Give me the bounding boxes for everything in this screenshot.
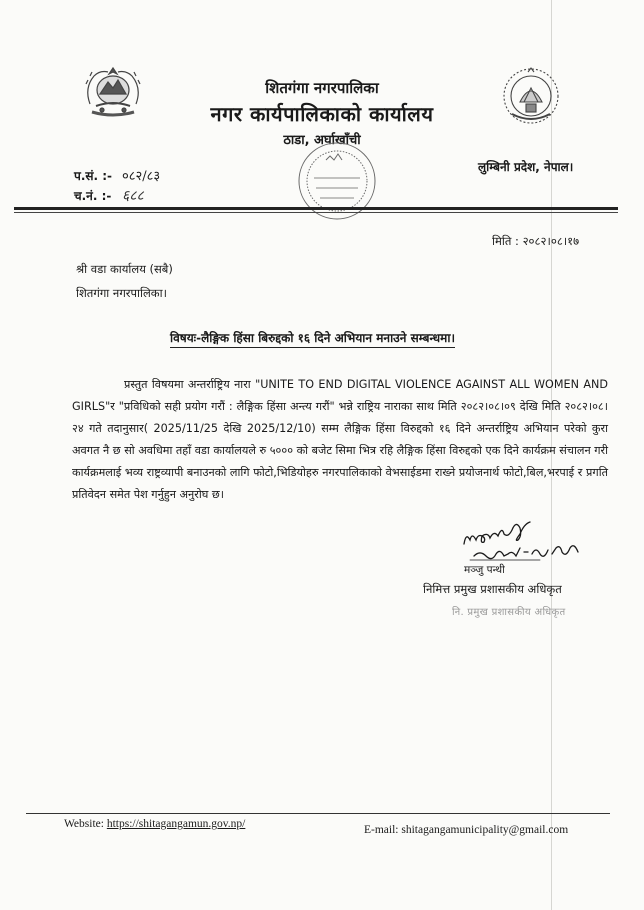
province-name: लुम्बिनी प्रदेश, नेपाल।: [478, 160, 574, 174]
letter-body-text: प्रस्तुत विषयमा अन्तर्राष्ट्रिय नारा "UNITE TO END DIGITAL VIOLENCE AGAINST ALL WOMEN AND GIRLS"र "प्रविधिको सही प्रयोग गरौं : लैङ्गिक हिंसा अन्त्य गरौं" भन्ने राष्ट्रिय नाराका साथ मिति २०८२।०८।०९ देखि मिति २०८२।०८।२४ गते तदानुसार( 2025/11/25 देखि 2025/12/10) सम्म लैङ्गिक हिंसा विरुद्दको १६ दिने अन्तर्राष्ट्रिय अभियान परेको कुरा अवगत नै छ सो अवधिमा तहाँ वडा कार्यालयले रु ५००० को बजेट सिमा भित्र रहि लैङ्गिक हिंसा विरुद्दको एक दिने कार्यक्रम संचालन गरी कार्यक्रमलाई भव्य राष्ट्रव्यापी बनाउनको लागि फोटो,भिडियोहरु नगरपालिकाको वेभसाईडमा राख्ने प्रयोजनार्थ फोटो,बिल,भरपाई र प्रगति प्रतिवेदन समेत पेश गर्नुहुन अनुरोघ छ।: [72, 378, 608, 501]
letter-body: [72, 374, 608, 506]
handwritten-signature: [460, 510, 590, 566]
dispatch-number: [74, 186, 144, 205]
addressee-line-2: शितगंगा नगरपालिका।: [76, 286, 167, 300]
footer-email: [364, 824, 568, 836]
letter-subject: विषयः-लैङ्गिक हिंसा बिरुद्दको १६ दिने अभियान मनाउने सम्बन्धमा।: [170, 329, 455, 348]
reference-number-value: ०८२/८३: [122, 169, 161, 184]
dispatch-number-label: च.नं. :-: [74, 189, 112, 203]
email-address[interactable]: shitagangamunicipality@gmail.com: [401, 824, 569, 836]
signatory-name: मञ्जु पन्थी: [464, 564, 505, 576]
header-divider: [14, 207, 618, 210]
org-name: शितगंगा नगरपालिका: [265, 79, 379, 97]
reference-number: [74, 166, 160, 184]
reference-number-label: प.सं. :-: [74, 169, 113, 183]
office-address: ठाडा, अर्घाखाँची: [283, 133, 361, 148]
signatory-title: निमित्त प्रमुख प्रशासकीय अधिकृत: [423, 582, 562, 596]
addressee-line-1: श्री वडा कार्यालय (सबै): [76, 262, 173, 276]
dispatch-number-value: ६८८: [122, 188, 144, 204]
letter-date: मिति : २०८२।०८।१७: [492, 234, 580, 248]
website-link[interactable]: https://shitagangamun.gov.np/: [106, 818, 246, 830]
footer-website: [64, 818, 245, 830]
email-label: E-mail:: [364, 824, 399, 836]
signatory-stamp-text: नि. प्रमुख प्रशासकीय अधिकृत: [452, 607, 566, 618]
header-divider-thin: [14, 212, 618, 213]
office-name: नगर कार्यपालिकाको कार्यालय: [210, 102, 434, 126]
website-label: Website:: [64, 818, 104, 830]
footer-divider: [26, 813, 610, 814]
